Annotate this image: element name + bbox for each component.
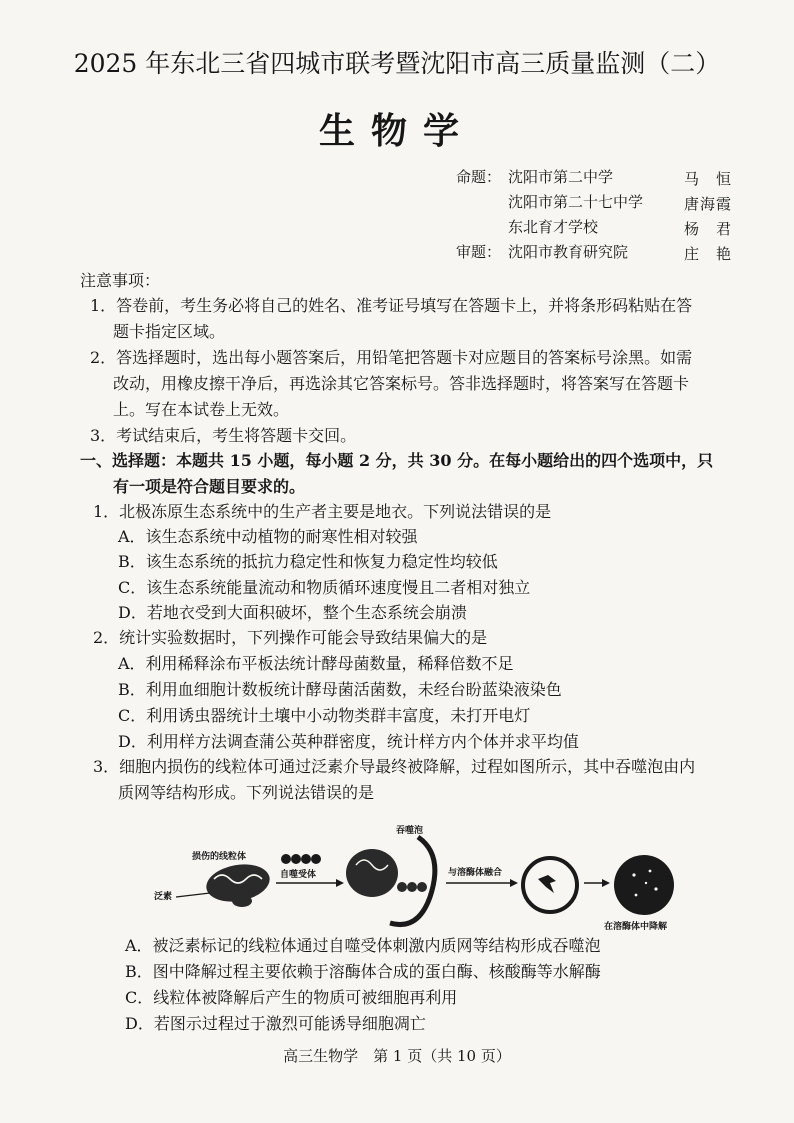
credit-org: 沈阳市第二中学 xyxy=(508,168,614,186)
question-1-option-b: B．该生态系统的抵抗力稳定性和恢复力稳定性均较低 xyxy=(118,552,498,571)
arrow-2-head xyxy=(510,879,518,887)
question-3-option-c: C．线粒体被降解后产生的物质可被细胞再利用 xyxy=(125,988,458,1007)
credit-person: 杨 君 xyxy=(684,220,733,238)
label-lysosome-degradation: 在溶酶体中降解 xyxy=(604,922,668,932)
question-3-stem-line-1: 3．细胞内损伤的线粒体可通过泛素介导最终被降解，过程如图所示，其中吞噬泡由内 xyxy=(93,757,696,776)
credit-person: 马 恒 xyxy=(684,170,733,188)
credit-org: 沈阳市教育研究院 xyxy=(508,243,629,261)
label-ubiquitin: 泛素 xyxy=(154,892,173,902)
page-footer: 高三生物学 第 1 页（共 10 页） xyxy=(283,1047,511,1065)
question-3-option-a: A．被泛素标记的线粒体通过自噬受体刺激内质网等结构形成吞噬泡 xyxy=(125,936,601,955)
notice-item-3-line-1: 3．考试结束后，考生将答题卡交回。 xyxy=(90,426,357,445)
ubiquitin-pointer xyxy=(176,893,210,897)
mitophagy-diagram xyxy=(150,815,710,935)
credit-org: 沈阳市第二十七中学 xyxy=(508,193,644,211)
notice-item-1-line-2: 题卡指定区域。 xyxy=(113,322,226,341)
credit-role: 命题： xyxy=(456,168,502,186)
label-phagophore: 吞噬泡 xyxy=(396,826,424,836)
credit-person: 唐海霞 xyxy=(684,195,733,213)
notice-item-2-line-2: 改动，用橡皮擦干净后，再选涂其它答案标号。答非选择题时，将答案写在答题卡 xyxy=(113,374,690,393)
notice-item-2-line-3: 上。写在本试卷上无效。 xyxy=(113,400,290,419)
label-lysosome-fusion: 与溶酶体融合 xyxy=(448,868,503,878)
credit-person: 庄 艳 xyxy=(684,245,733,263)
lysosome-degradation-icon xyxy=(614,855,674,915)
question-3-stem-line-2: 质网等结构形成。下列说法错误的是 xyxy=(118,783,375,802)
notice-item-1-line-1: 1．答卷前，考生务必将自己的姓名、准考证号填写在答题卡上，并将条形码粘贴在答 xyxy=(90,296,693,315)
label-damaged-mitochondrion: 损伤的线粒体 xyxy=(192,852,247,862)
autophagy-receptor-icon xyxy=(281,854,321,864)
arrow-3-head xyxy=(602,879,610,887)
credit-role: 审题： xyxy=(456,243,502,261)
engulfing-mitochondrion-icon xyxy=(346,849,427,897)
notice-heading: 注意事项： xyxy=(80,271,161,290)
exam-title: 2025 年东北三省四城市联考暨沈阳市高三质量监测（二） xyxy=(73,49,721,78)
question-1-option-d: D．若地衣受到大面积破坏，整个生态系统会崩溃 xyxy=(118,603,467,622)
question-2-option-b: B．利用血细胞计数板统计酵母菌活菌数，未经台盼蓝染液染色 xyxy=(118,680,562,699)
notice-item-2-line-1: 2．答选择题时，选出每小题答案后，用铅笔把答题卡对应题目的答案标号涂黑。如需 xyxy=(90,348,693,367)
section-heading-line-2: 有一项是符合题目要求的。 xyxy=(113,477,306,496)
question-2-option-a: A．利用稀释涂布平板法统计酵母菌数量，稀释倍数不足 xyxy=(118,654,514,673)
question-2-option-c: C．利用诱虫器统计土壤中小动物类群丰富度，未打开电灯 xyxy=(118,706,531,725)
subject-title: 生物学 xyxy=(318,110,475,152)
label-autophagy-receptor: 自噬受体 xyxy=(280,870,317,880)
question-1-option-a: A．该生态系统中动植物的耐寒性相对较强 xyxy=(118,527,418,546)
damaged-mitochondrion-icon xyxy=(203,860,272,907)
question-3-option-b: B．图中降解过程主要依赖于溶酶体合成的蛋白酶、核酸酶等水解酶 xyxy=(125,962,601,981)
question-2-option-d: D．利用样方法调查蒲公英种群密度，统计样方内个体并求平均值 xyxy=(118,732,579,751)
phagophore-membrane xyxy=(390,837,435,925)
section-heading-line-1: 一、选择题：本题共 15 小题，每小题 2 分，共 30 分。在每小题给出的四个选项中，只 xyxy=(80,451,714,470)
arrow-1-head xyxy=(336,879,344,887)
question-3-option-d: D．若图示过程过于激烈可能诱导细胞凋亡 xyxy=(125,1014,426,1033)
credit-org: 东北育才学校 xyxy=(508,218,599,236)
question-1-option-c: C．该生态系统能量流动和物质循环速度慢且二者相对独立 xyxy=(118,578,531,597)
question-2-stem: 2．统计实验数据时，下列操作可能会导致结果偏大的是 xyxy=(93,628,488,647)
autolysosome-icon xyxy=(523,858,577,912)
question-1-stem: 1．北极冻原生态系统中的生产者主要是地衣。下列说法错误的是 xyxy=(93,502,552,521)
